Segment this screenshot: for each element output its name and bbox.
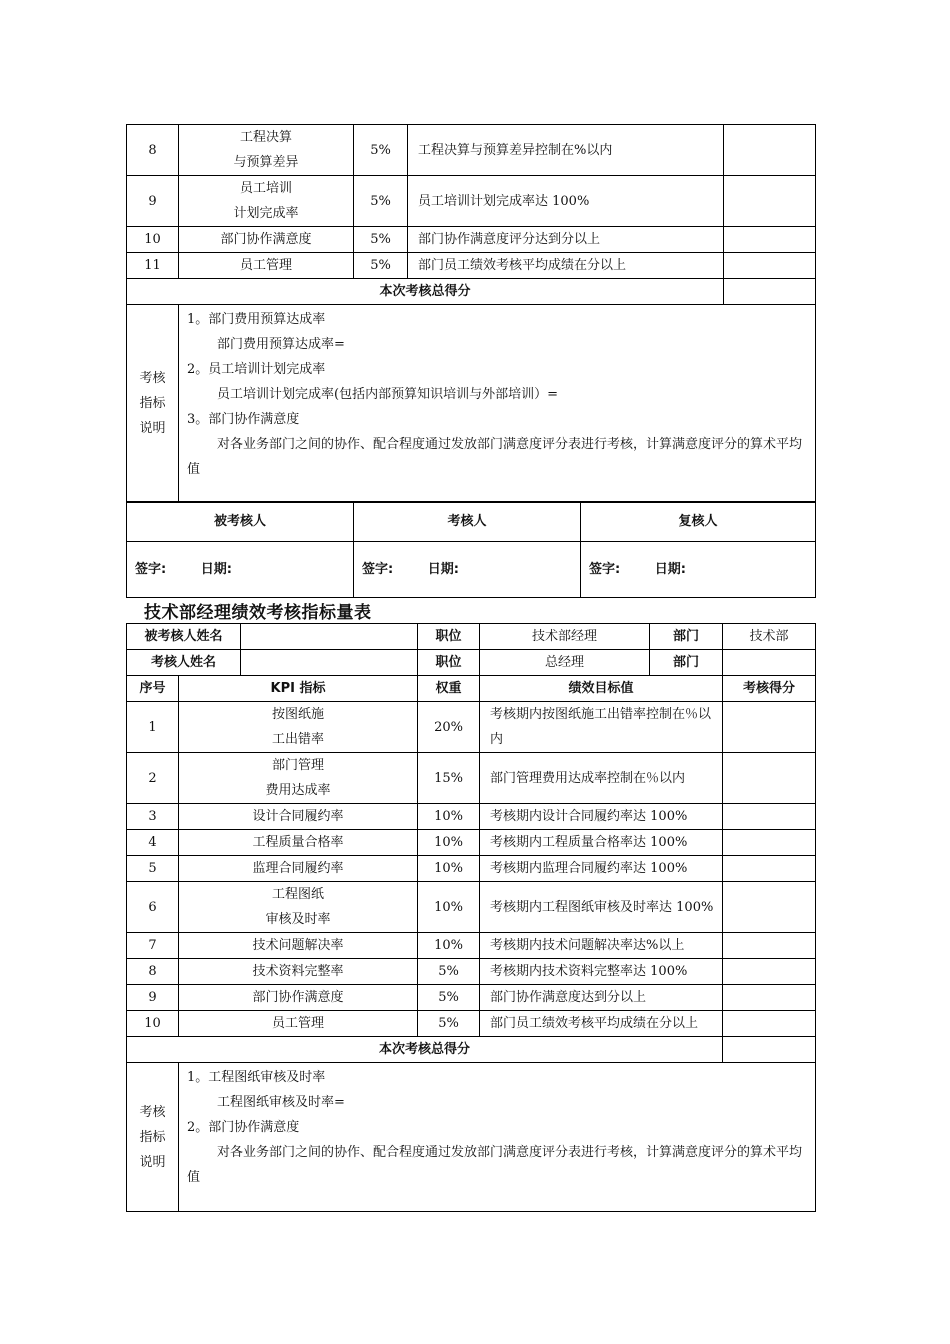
weight-cell: 10%: [418, 856, 480, 882]
sign-label: 签字:: [362, 562, 394, 577]
note-paragraph: 对各业务部门之间的协作、配合程度通过发放部门满意度评分表进行考核，计算满意度评分的算术平均值: [187, 437, 803, 477]
position-label: 职位: [418, 624, 480, 650]
total-row: [127, 1037, 816, 1063]
weight-cell: 5%: [418, 1011, 480, 1037]
date-label: 日期:: [654, 562, 686, 577]
target-cell: 考核期内工程图纸审核及时率达 100%: [480, 882, 723, 933]
notes-content: [179, 305, 816, 503]
table-2: [126, 623, 816, 1212]
kpi-line: 员工培训: [239, 181, 292, 196]
kpi-cell: [179, 882, 418, 933]
assessor-dept-value[interactable]: [723, 650, 816, 676]
kpi-cell: [179, 702, 418, 753]
kpi-cell: 监理合同履约率: [179, 856, 418, 882]
table-row: [127, 882, 816, 933]
signer-assessee: 被考核人: [127, 502, 354, 542]
weight-cell: 20%: [418, 702, 480, 753]
weight-cell: 5%: [354, 176, 408, 227]
assessor-position-value: 总经理: [480, 650, 650, 676]
target-cell: 考核期内监理合同履约率达 100%: [480, 856, 723, 882]
note-line: 1。工程图纸审核及时率: [187, 1070, 326, 1085]
kpi-line: 部门管理: [272, 758, 325, 773]
assessee-dept-value: 技术部: [723, 624, 816, 650]
weight-cell: 10%: [418, 804, 480, 830]
signature-row: [127, 542, 816, 598]
kpi-cell: [179, 176, 354, 227]
score-cell[interactable]: [724, 227, 816, 253]
row-number: 11: [127, 253, 179, 279]
weight-cell: 5%: [418, 959, 480, 985]
weight-cell: 5%: [418, 985, 480, 1011]
score-cell[interactable]: [724, 176, 816, 227]
score-cell[interactable]: [723, 830, 816, 856]
weight-cell: 5%: [354, 125, 408, 176]
note-line: 1。部门费用预算达成率: [187, 312, 326, 327]
weight-cell: 10%: [418, 882, 480, 933]
weight-cell: 15%: [418, 753, 480, 804]
table-row: [127, 1011, 816, 1037]
row-number: 9: [127, 985, 179, 1011]
table-row: [127, 856, 816, 882]
table-1: [126, 124, 816, 503]
weight-cell: 5%: [354, 227, 408, 253]
sign-label: 签字:: [135, 562, 167, 577]
col-header-target: 绩效目标值: [480, 676, 723, 702]
weight-cell: 10%: [418, 933, 480, 959]
total-row: [127, 279, 816, 305]
table-row: [127, 176, 816, 227]
kpi-line: 工程图纸: [272, 887, 325, 902]
kpi-cell: [179, 125, 354, 176]
score-cell[interactable]: [723, 985, 816, 1011]
target-cell: 员工培训计划完成率达 100%: [408, 176, 724, 227]
kpi-line: 审核及时率: [265, 912, 331, 927]
row-number: 8: [127, 959, 179, 985]
kpi-cell: 员工管理: [179, 1011, 418, 1037]
note-line: 部门费用预算达成率=: [217, 337, 345, 352]
row-number: 10: [127, 1011, 179, 1037]
target-cell: 部门协作满意度达到分以上: [480, 985, 723, 1011]
notes-label-line: 指标: [139, 1129, 166, 1145]
assessee-row: [127, 624, 816, 650]
note-line: 3。部门协作满意度: [187, 412, 300, 427]
table-row: [127, 702, 816, 753]
col-header-score: 考核得分: [723, 676, 816, 702]
weight-cell: 5%: [354, 253, 408, 279]
assessee-position-value: 技术部经理: [480, 624, 650, 650]
notes-content: [179, 1063, 816, 1212]
table-title: 技术部经理绩效考核指标量表: [144, 603, 372, 623]
kpi-cell: 设计合同履约率: [179, 804, 418, 830]
total-score-label: 本次考核总得分: [127, 279, 724, 305]
target-cell: 考核期内按图纸施工出错率控制在％以内: [480, 702, 723, 753]
kpi-line: 按图纸施: [272, 707, 325, 722]
notes-label-line: 说明: [139, 421, 166, 436]
total-score-cell[interactable]: [723, 1037, 816, 1063]
sign-label: 签字:: [589, 562, 621, 577]
row-number: 10: [127, 227, 179, 253]
notes-label: [127, 1063, 179, 1212]
note-line: 员工培训计划完成率(包括内部预算知识培训与外部培训）=: [217, 387, 558, 402]
kpi-line: 工出错率: [272, 732, 325, 747]
score-cell[interactable]: [723, 1011, 816, 1037]
note-paragraph: 对各业务部门之间的协作、配合程度通过发放部门满意度评分表进行考核，计算满意度评分的算术平均值: [187, 1145, 803, 1185]
col-header-kpi: KPI 指标: [179, 676, 418, 702]
assessor-name-value[interactable]: [241, 650, 418, 676]
col-header-no: 序号: [127, 676, 179, 702]
signer-reviewer: 复核人: [581, 502, 816, 542]
notes-label: [127, 305, 179, 503]
kpi-line: 与预算差异: [233, 155, 299, 170]
table-row: [127, 830, 816, 856]
col-header-weight: 权重: [418, 676, 480, 702]
notes-label-line: 考核: [139, 1104, 166, 1120]
kpi-cell: 员工管理: [179, 253, 354, 279]
table-row: [127, 959, 816, 985]
weight-cell: 10%: [418, 830, 480, 856]
row-number: 2: [127, 753, 179, 804]
row-number: 4: [127, 830, 179, 856]
notes-row: [127, 1063, 816, 1212]
score-cell[interactable]: [723, 804, 816, 830]
row-number: 1: [127, 702, 179, 753]
date-label: 日期:: [427, 562, 459, 577]
target-cell: 部门管理费用达成率控制在％以内: [480, 753, 723, 804]
date-label: 日期:: [200, 562, 232, 577]
score-cell[interactable]: [723, 882, 816, 933]
kpi-cell: [179, 753, 418, 804]
assessee-name-value[interactable]: [241, 624, 418, 650]
notes-label-line: 指标: [139, 396, 166, 411]
signature-table: [126, 501, 816, 598]
total-score-cell[interactable]: [724, 279, 816, 305]
row-number: 6: [127, 882, 179, 933]
note-line: 2。部门协作满意度: [187, 1120, 300, 1135]
kpi-cell: 部门协作满意度: [179, 227, 354, 253]
column-header-row: [127, 676, 816, 702]
signature-cell[interactable]: [127, 542, 354, 598]
kpi-line: 计划完成率: [233, 206, 299, 221]
note-line: 工程图纸审核及时率=: [217, 1095, 345, 1110]
kpi-line: 费用达成率: [265, 783, 331, 798]
signature-cell[interactable]: [581, 542, 816, 598]
target-cell: 部门员工绩效考核平均成绩在分以上: [480, 1011, 723, 1037]
kpi-cell: 部门协作满意度: [179, 985, 418, 1011]
assessee-name-label: 被考核人姓名: [127, 624, 241, 650]
table-row: [127, 125, 816, 176]
table-row: [127, 227, 816, 253]
score-cell[interactable]: [723, 753, 816, 804]
notes-row: [127, 305, 816, 503]
row-number: 7: [127, 933, 179, 959]
table-row: [127, 804, 816, 830]
assessor-row: [127, 650, 816, 676]
kpi-line: 工程决算: [239, 130, 292, 145]
note-line: 2。员工培训计划完成率: [187, 362, 326, 377]
table-row: [127, 253, 816, 279]
table-row: [127, 753, 816, 804]
assessor-name-label: 考核人姓名: [127, 650, 241, 676]
signer-assessor: 考核人: [354, 502, 581, 542]
score-cell[interactable]: [724, 125, 816, 176]
target-cell: 考核期内技术问题解决率达%以上: [480, 933, 723, 959]
row-number: 5: [127, 856, 179, 882]
total-score-label: 本次考核总得分: [127, 1037, 723, 1063]
dept-label: 部门: [650, 650, 723, 676]
kpi-cell: 技术问题解决率: [179, 933, 418, 959]
row-number: 9: [127, 176, 179, 227]
score-cell[interactable]: [723, 933, 816, 959]
signature-cell[interactable]: [354, 542, 581, 598]
row-number: 8: [127, 125, 179, 176]
row-number: 3: [127, 804, 179, 830]
notes-label-line: 考核: [139, 371, 166, 386]
score-cell[interactable]: [723, 856, 816, 882]
table-row: [127, 933, 816, 959]
table-row: [127, 985, 816, 1011]
kpi-cell: 技术资料完整率: [179, 959, 418, 985]
target-cell: 考核期内工程质量合格率达 100%: [480, 830, 723, 856]
target-cell: 考核期内设计合同履约率达 100%: [480, 804, 723, 830]
position-label: 职位: [418, 650, 480, 676]
target-cell: 考核期内技术资料完整率达 100%: [480, 959, 723, 985]
target-cell: 工程决算与预算差异控制在%以内: [408, 125, 724, 176]
target-cell: 部门员工绩效考核平均成绩在分以上: [408, 253, 724, 279]
score-cell[interactable]: [723, 702, 816, 753]
signer-header-row: [127, 502, 816, 542]
target-cell: 部门协作满意度评分达到分以上: [408, 227, 724, 253]
dept-label: 部门: [650, 624, 723, 650]
score-cell[interactable]: [723, 959, 816, 985]
notes-label-line: 说明: [139, 1154, 166, 1170]
kpi-cell: 工程质量合格率: [179, 830, 418, 856]
score-cell[interactable]: [724, 253, 816, 279]
